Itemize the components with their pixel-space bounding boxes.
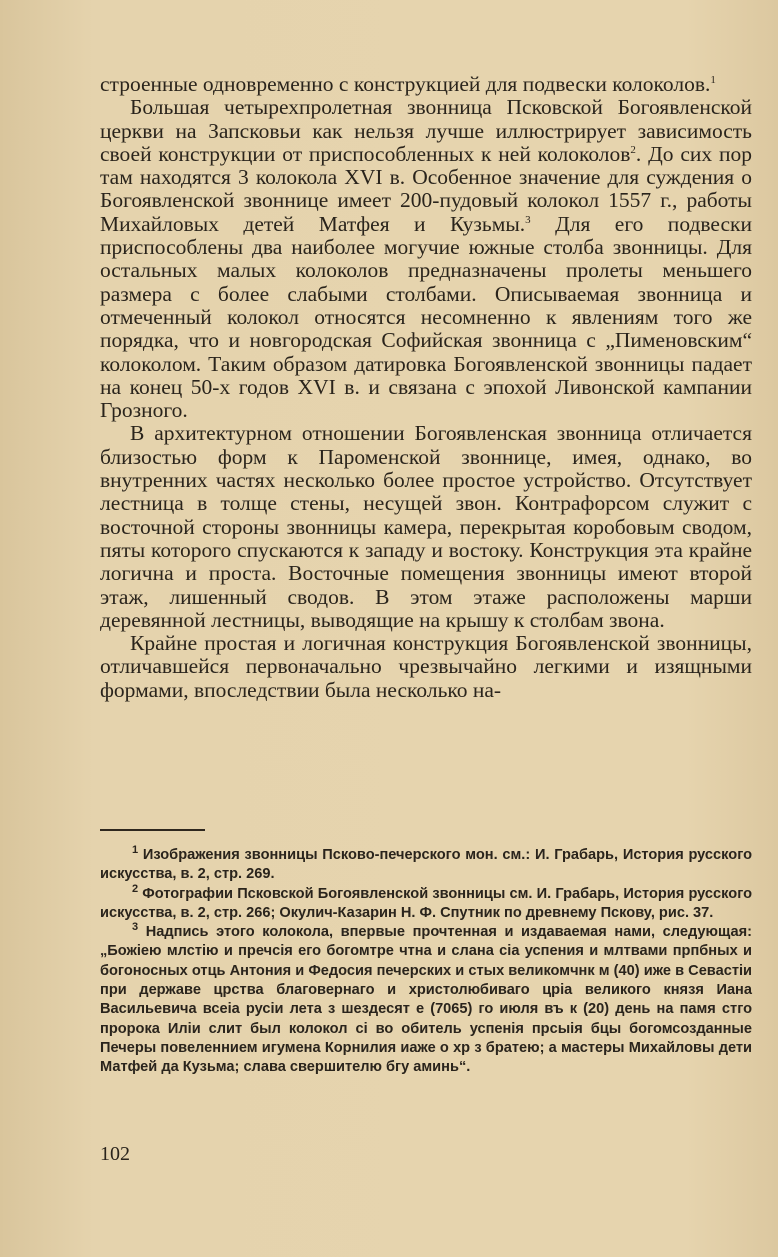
footnote-number: 3 [132,921,139,934]
footnote-ref-2: 2 [630,143,636,156]
footnote-number: 2 [132,882,139,895]
footnote-divider [100,829,205,831]
paragraph-2-text-b: . До сих пор там находятся 3 колокола XVI в. Особенное значение для суждения о Богоявленской звоннице имеет 200-пудовый колокол 1557 г., работы Михайловых детей Матфея и Кузьмы. [100,141,752,236]
footnote-text: Изображения звонницы Псково-печерского мон. см.: И. Грабарь, История русского искусства, в. 2, стр. 269. [100,847,752,883]
paragraph-4: Крайне простая и логичная конструкция Богоявленской звонницы, отличавшейся первоначально чрезвычайно легкими и изящными формами, впоследствии была несколько на- [100,631,752,702]
main-text [100,73,752,702]
footnote-text: Фотографии Псковской Богоявленской звонницы см. И. Грабарь, История русского искусства, в. 2, стр. 266; Окулич-Казарин Н. Ф. Спутник по древнему Пскову, рис. 37. [100,885,752,921]
footnote-ref-3: 3 [525,213,531,226]
paragraph-1 [100,73,752,96]
footnote [100,882,752,924]
page-number: 102 [100,1143,130,1165]
paragraph-2-text-a: Большая четырехпролетная звонница Псковской Богоявленской церкви на Запсковьи как нельзя лучше иллюстрирует зависимость своей конструкции от приспособленных к ней колоколов [100,95,752,166]
footnote [100,846,752,885]
paragraph-2-text-c: Для его подвески приспособлены два наиболее могучие южные столба звонницы. Для остальных малых колоколов предназначены пролеты меньшего размера с более слабыми столбами. Описываемая звонница и отмеченный колокол относятся несомненно к явлениям того же порядка, что и новгородская Софийская звонница с „Пименовским“ колоколом. Таким образом датировка Богоявленской звонницы падает на конец 50-х годов XVI в. и связана с эпохой Ливонской кампании Грозного. [100,211,752,423]
footnote-number: 1 [132,844,139,857]
footnote-ref-1: 1 [710,73,716,86]
paragraph-2 [100,96,752,422]
footnotes [100,846,752,1078]
footnote [100,923,752,1077]
footnote-text: Надпись этого колокола, впервые прочтенная и издаваемая нами, следующая: „Божiею млстiю и пречсiя его богомтре чтна и слана сiа успения и млтвами прпбных и богоносных отць Антония и Федосия печерских и стых великомчнк м (40) иже в Севастiи при державе црства благовернаго и христолюбиваго црiа великого князя Иана Васильевича всеiа русiи лета з шездесят е (7065) го июля въ к (20) день на памя стго пророка Илiи слит был колокол сi во обитель успенiя прсыiя бцы богомсозданные Печеры повеленнием игумена Корнилия иаже о хр з братею; а мастеры Михайловы дети Матфей да Кузьма; слава свершителю бгу аминь“. [100,924,752,1076]
paragraph-1-text: строенные одновременно с конструкцией для подвески колоколов. [100,72,711,96]
paragraph-3: В архитектурном отношении Богоявленская звонница отличается близостью форм к Пароменской звоннице, имея, однако, во внутренних частях несколько более простое устройство. Отсутствует лестница в толще стены, несущей звон. Контрафорсом служит с восточной стороны звонницы камера, перекрытая коробовым сводом, пяты которого спускаются к западу и востоку. Конструкция эта крайне логична и проста. Восточные помещения звонницы имеют второй этаж, лишенный сводов. В этом этаже расположены марши деревянной лестницы, выводящие на крышу к столбам звона. [100,421,752,632]
